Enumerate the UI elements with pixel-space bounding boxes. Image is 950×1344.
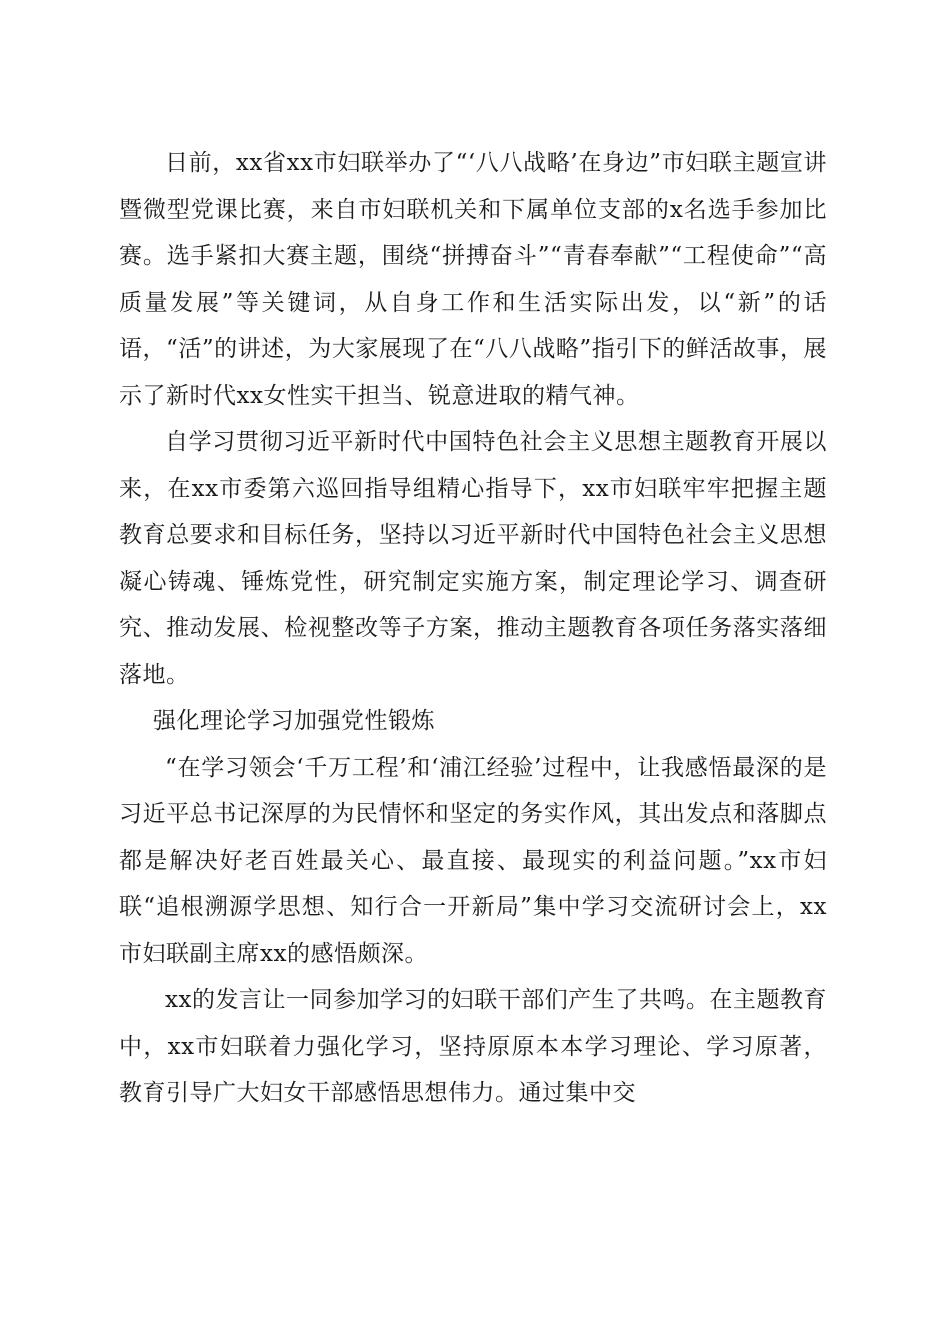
paragraph-quote: “在学习领会‘千万工程’和‘浦江经验’过程中，让我感悟最深的是习近平总书记深厚的为民情怀和坚定的务实作风，其出发点和落脚点都是解决好老百姓最关心、最直接、最现实的利益问题。”xx市妇联“追根溯源学思想、知行合一开新局”集中学习交流研讨会上，xx市妇联副主席xx的感悟颇深。 <box>119 754 827 967</box>
document-page <box>119 140 827 1117</box>
paragraph-contest-summary: 日前，xx省xx市妇联举办了“‘八八战略’在身边”市妇联主题宣讲暨微型党课比赛，来自市妇联机关和下属单位支部的x名选手参加比赛。选手紧扣大赛主题，围绕“拼搏奋斗”“青春奉献”“工程使命”“高质量发展”等关键词，从自身工作和生活实际出发，以“新”的话语，“活”的讲述，为大家展现了在“八八战略”指引下的鲜活故事，展示了新时代xx女性实干担当、锐意进取的精气神。 <box>119 150 827 409</box>
paragraph-study-resonance: xx的发言让一同参加学习的妇联干部们产生了共鸣。在主题教育中，xx市妇联着力强化学习，坚持原原本本学习理论、学习原著，教育引导广大妇女干部感悟思想伟力。通过集中交 <box>119 987 827 1106</box>
paragraph-theme-education: 自学习贯彻习近平新时代中国特色社会主义思想主题教育开展以来，在xx市委第六巡回指导组精心指导下，xx市妇联牢牢把握主题教育总要求和目标任务，坚持以习近平新时代中国特色社会主义思想凝心铸魂、锤炼党性，研究制定实施方案，制定理论学习、调查研究、推动发展、检视整改等子方案，推动主题教育各项任务落实落细落地。 <box>119 429 827 688</box>
section-heading: 强化理论学习加强党性锻炼 <box>153 708 435 734</box>
